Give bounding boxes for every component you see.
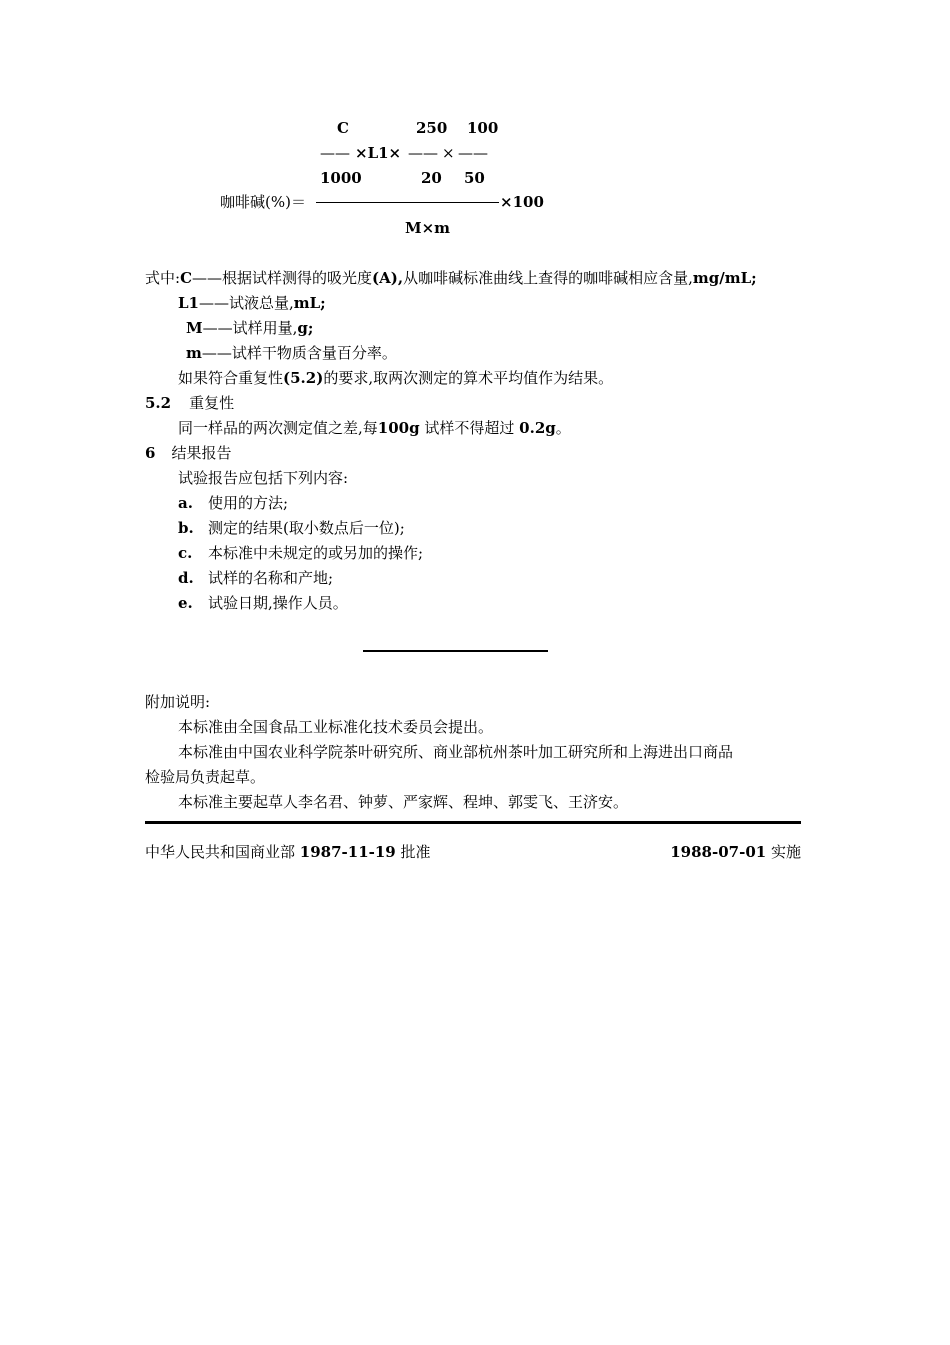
list-item [178, 543, 423, 563]
formula-denominator: M×m [405, 219, 451, 237]
definition-c-absorbance: (A), [372, 269, 404, 287]
list-item-text: 试验日期,操作人员。 [208, 594, 348, 612]
formula-dash-1: —— [320, 144, 350, 162]
definition-m-text: ——试样用量, [202, 319, 298, 337]
list-item-text: 本标准中未规定的或另加的操作; [208, 544, 424, 562]
formula-dash-3: —— [458, 144, 488, 162]
formula-c: C [337, 119, 349, 137]
section-divider [363, 650, 548, 652]
definition-m-upper [186, 318, 313, 338]
definition-sm-symbol: m [186, 344, 202, 362]
section-5-2-text-2: 试样不得超过 [424, 419, 515, 437]
definition-m-lower [186, 343, 397, 363]
section-6-number: 6 [145, 444, 156, 462]
list-item [178, 518, 405, 538]
definition-l1 [178, 293, 326, 313]
appendix-line-1: 本标准由全国食品工业标准化技术委员会提出。 [178, 718, 494, 736]
definition-l1-unit: mL; [293, 294, 326, 312]
list-item-text: 使用的方法; [208, 494, 289, 512]
formula-times: × [442, 144, 455, 162]
formula-fraction-bar [316, 202, 499, 203]
result-note-text-1: 如果符合重复性 [178, 369, 284, 387]
footer-approval-suffix: 批准 [400, 843, 431, 861]
definition-prefix: 式中: [145, 269, 181, 287]
section-5-2-title: 重复性 [189, 394, 235, 412]
list-item-text: 试样的名称和产地; [208, 569, 334, 587]
section-6-intro: 试验报告应包括下列内容: [178, 469, 349, 487]
section-5-2-text-1: 同一样品的两次测定值之差,每 [178, 419, 378, 437]
definition-c-text: ——根据试样测得的吸光度 [192, 269, 373, 287]
definition-c-symbol: C [180, 269, 193, 287]
definition-c-text-2: 从咖啡碱标准曲线上查得的咖啡碱相应含量, [403, 269, 693, 287]
list-item-letter: e. [178, 594, 193, 612]
section-6-heading [145, 443, 231, 463]
formula-100: 100 [467, 119, 499, 137]
formula-dash-2: —— [408, 144, 438, 162]
formula-multiplier: ×100 [500, 193, 544, 211]
section-5-2-body [178, 418, 571, 438]
definition-c [145, 268, 757, 288]
footer-approval [145, 842, 431, 862]
formula-250: 250 [416, 119, 448, 137]
footer-approval-prefix: 中华人民共和国商业部 [145, 843, 296, 861]
formula-times-l1: ×L1× [355, 144, 402, 162]
appendix-line-2b: 检验局负责起草。 [145, 768, 266, 786]
result-note-ref: (5.2) [283, 369, 324, 387]
footer-approval-date: 1987-11-19 [299, 843, 396, 861]
definition-m-unit: g; [297, 319, 314, 337]
section-5-2-value-2: 0.2g [519, 419, 556, 437]
list-item [178, 493, 288, 513]
section-5-2-text-3: 。 [555, 419, 571, 437]
footer-effective-suffix: 实施 [770, 843, 801, 861]
list-item-letter: b. [178, 519, 194, 537]
section-5-2-number: 5.2 [145, 394, 172, 412]
formula-20: 20 [421, 169, 442, 187]
section-6-title: 结果报告 [171, 444, 232, 462]
section-5-2-value-1: 100g [377, 419, 420, 437]
list-item-letter: c. [178, 544, 193, 562]
footer-rule [145, 821, 801, 824]
list-item-letter: a. [178, 494, 193, 512]
appendix-line-2a: 本标准由中国农业科学院茶叶研究所、商业部杭州茶叶加工研究所和上海进出口商品 [178, 743, 734, 761]
section-5-2-heading [145, 393, 234, 413]
definition-l1-text: ——试液总量, [198, 294, 294, 312]
formula-lhs: 咖啡碱(%)＝ [220, 193, 306, 211]
formula-1000: 1000 [320, 169, 362, 187]
appendix-line-3: 本标准主要起草人李名君、钟萝、严家辉、程坤、郭雯飞、王济安。 [178, 793, 629, 811]
definition-l1-symbol: L1 [178, 294, 199, 312]
list-item-letter: d. [178, 569, 194, 587]
footer-effective [670, 842, 801, 862]
appendix-title: 附加说明: [145, 693, 211, 711]
result-note-text-2: 的要求,取两次测定的算术平均值作为结果。 [323, 369, 614, 387]
formula-50: 50 [464, 169, 485, 187]
list-item [178, 593, 348, 613]
definition-c-unit: mg/mL; [692, 269, 757, 287]
result-note [178, 368, 613, 388]
list-item [178, 568, 333, 588]
definition-sm-text: ——试样干物质含量百分率。 [201, 344, 397, 362]
list-item-text: 测定的结果(取小数点后一位); [208, 519, 405, 537]
definition-m-symbol: M [186, 319, 203, 337]
footer-effective-date: 1988-07-01 [670, 843, 767, 861]
